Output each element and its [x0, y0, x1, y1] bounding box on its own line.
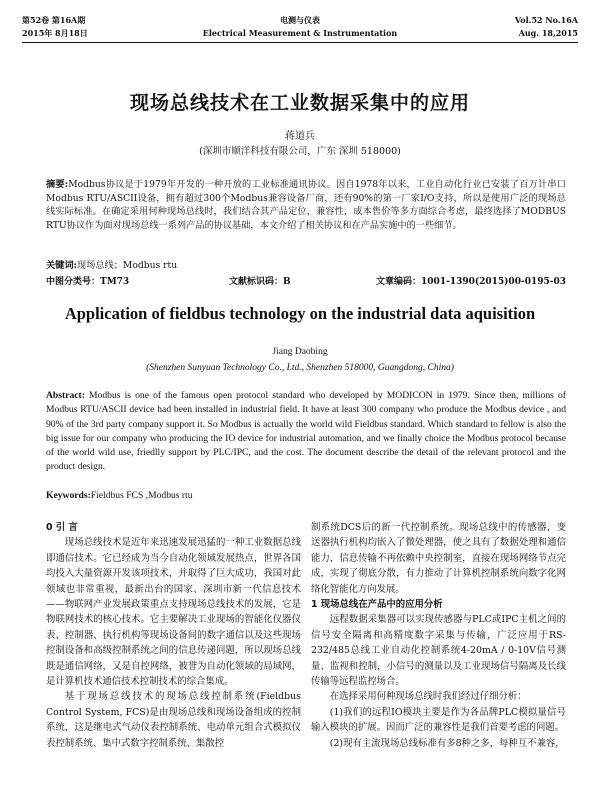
abstract-cn-text: Modbus协议是于1979年开发的一种开放的工业标准通讯协议。因自1978年以来，工业自动化行业已安装了百万计串口Modbus RTU/ASCII设备，拥有超过300个Modbus兼容设备厂商，还有90%的第一厂家I/O支持，所以是使用广泛的现场总线实际标准。在确定采用何种现场总线时，我们结合其产品定位，兼容性，成本售价等多方面综合考虑，最终选择了MODBUS RTU协议作为面对现场总线一系列产品的协议基础，本文介绍了相关协议和在产品实施中的一些细节。: [46, 179, 566, 231]
volume-issue-cn: 第52卷 第16A期: [22, 15, 86, 25]
article-number: 文章编码：1001-1390(2015)00-0195-03: [376, 277, 566, 287]
body-paragraph: 远程数据采集器可以实现传感器与PLC或IPC主机之间的信号安全隔离和高精度数字采集与传输，广泛应用于RS-232/485总线工业自动化控制系统4-20mA / 0-10V信号测量、监视和控制，小信号的测量以及工业现场信号隔离及长线传输等远程监控场合。: [311, 614, 566, 688]
abstract-en-text: Modbus is one of the famous open protocol standard who developed by MODICON in 1979. Since then, millions of Modbus RTU/ASCII device had been installed in industrial field. It have at least 300 company who produce the Modbus device , and 90% of the 3rd party company support it. So Modbus is actually the world wild Fieldbus standard. Which standard to fellow is also the big issue for our company who producing the IO device for industrial automation, and we finally choice the Modbus protocol because of the world wild use, friedlly support by PLC/IPC, and the cost. The document describe the detail of the relevant protocol and the product design.: [46, 390, 566, 473]
abstract-cn: [46, 178, 566, 232]
abstract-cn-label: 摘要:: [46, 179, 69, 190]
body-paragraph: (2)现有主流现场总线标准有多8种之多，每种互不兼容，: [329, 737, 565, 749]
body-paragraph: 基于现场总线技术的现场总线控制系统(Fieldbus Control System, FCS)是由现场总线和现场设备组成的控制系统，这是继电式气动仪表控制系统、电动单元组合式模拟仪表控制系统、集中式数字控制系统、集散控: [46, 691, 301, 749]
clc-number: 中图分类号：TM73: [46, 277, 130, 287]
author-cn: 蒋道兵: [285, 131, 315, 142]
body-paragraph: 现场总线技术是近年来迅速发展迅猛的一种工业数据总线即通信技术。它已经成为当今自动化领域发展热点，世界各国均投入大量资源开发该项技术，并取得了巨大成功，我国对此领域也非常重视，最新出台的国家、深圳市新一代信息技术——物联网产业发展政策重点支持现场总线技术的发展，它是物联网技术的核心技术。它主要解决工业现场的智能化仪器仪表、控制器、执行机构等现场设备间的数字通信以及这些现场控制设备和高级控制系统之间的信息传递问题，所以现场总线既是通信网络，又是自控网络，被誉为自动化领域的局域网，是计算机技术通信技术控制技术的综合集成。: [46, 537, 301, 688]
section-0-heading: 0 引 言: [46, 522, 78, 533]
header-divider: [22, 42, 578, 43]
classification-line: [46, 274, 566, 288]
journal-name-cn: 电测与仪表: [280, 15, 320, 25]
keywords-cn-label: 关键词:: [46, 260, 77, 271]
body-paragraph: 在选择采用何种现场总线时我们经过仔细分析：: [329, 691, 527, 703]
section-1-heading: 1 现场总线在产品中的应用分析: [311, 599, 443, 611]
body-paragraph: (1)我们的远程IO模块主要是作为各品牌PLC模拟量信号输入模块的扩展。因而广泛的兼容性是我们首要考虑的问题。: [311, 706, 566, 734]
abstract-en: [46, 389, 566, 475]
affiliation-en: (Shenzhen Sunyuan Technology Co., Ltd., Shenzhen 518000, Guangdong, China): [146, 363, 454, 373]
journal-name: [22, 14, 578, 40]
paper-title-en: Application of fieldbus technology on the industrial data aquisition: [64, 304, 536, 323]
document-code: 文献标识码：B: [229, 277, 291, 287]
journal-name-en: Electrical Measurement & Instrumentation: [202, 28, 398, 38]
volume-issue-en: Vol.52 No.16A: [514, 15, 578, 25]
keywords-cn-text: 现场总线；Modbus rtu: [76, 260, 178, 271]
author-en: Jiang Daobing: [272, 347, 328, 357]
body-column-left: [46, 520, 301, 751]
keywords-en-text: Fieldbus FCS ,Modbus rtu: [90, 490, 193, 501]
date-cn: 2015年 8月18日: [22, 28, 88, 38]
page-header: [22, 14, 578, 44]
body-paragraph: 制系统DCS后的新一代控制系统。现场总线中的传感器，变送器执行机构均嵌入了微处理器，使之具有了数据处理和通信能力，信息传输不再依赖中央控制室，直接在现场网络节点完成，实现了彻底分散，有力推动了计算机控制系统向数字化网络化智能化方向发展。: [311, 522, 566, 595]
abstract-en-label: Abstract:: [46, 390, 85, 401]
keywords-en-label: Keywords:: [46, 490, 91, 501]
paper-title-cn: 现场总线技术在工业数据采集中的应用: [129, 92, 470, 114]
body-column-right: [311, 520, 566, 751]
keywords-en: [46, 489, 566, 503]
journal-volume-en: [515, 14, 578, 40]
keywords-cn: [46, 259, 566, 273]
affiliation-cn: (深圳市顺洋科技有限公司，广东 深圳 518000): [199, 146, 401, 157]
date-en: Aug. 18,2015: [518, 28, 578, 38]
